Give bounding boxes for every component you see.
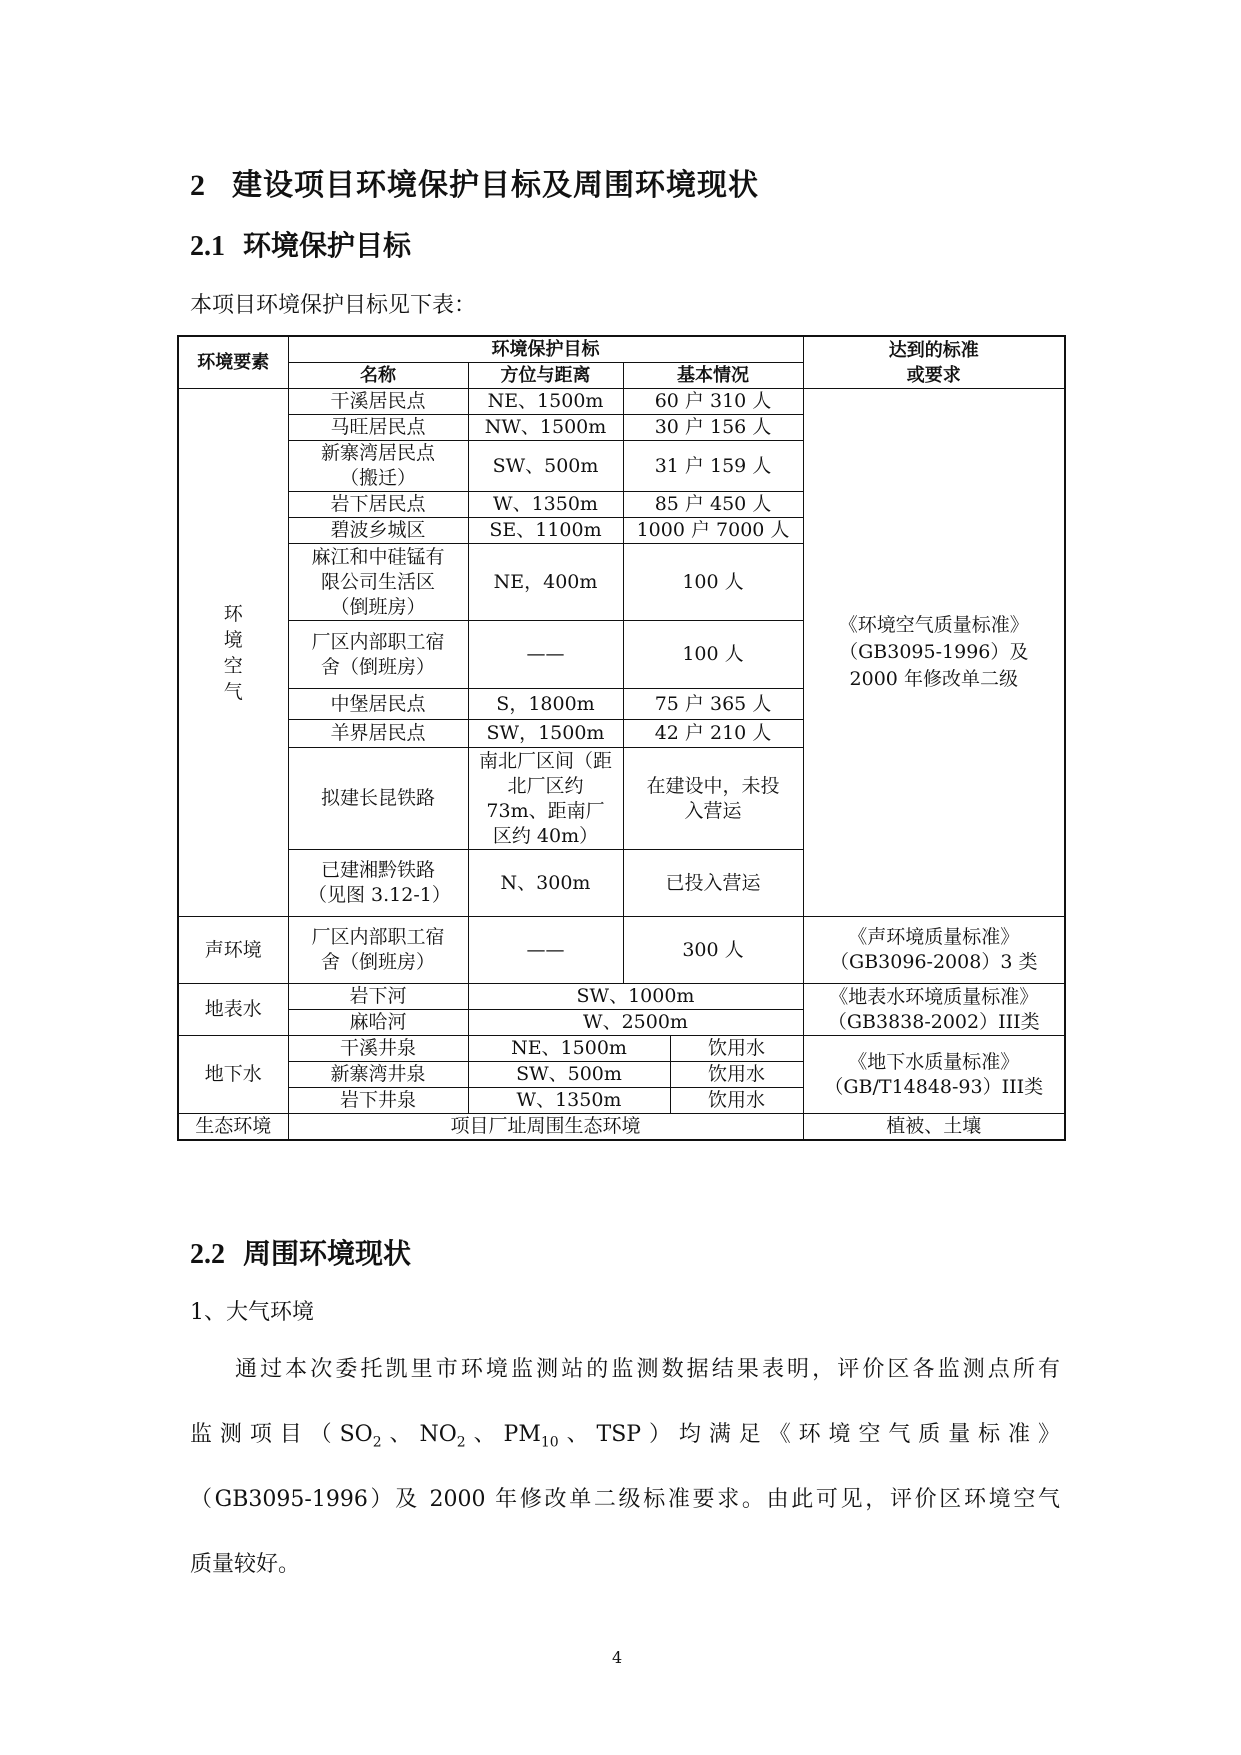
category-groundwater: 地下水 (178, 1036, 288, 1114)
section-number: 2 (190, 169, 206, 202)
table-cell (288, 917, 468, 984)
table-cell: 饮用水 (670, 1088, 803, 1114)
subsection-heading-2-1 (190, 224, 411, 264)
table-cell: 碧波乡城区 (288, 518, 468, 544)
table-cell: —— (468, 621, 623, 689)
category-ecology: 生态环境 (178, 1114, 288, 1141)
header-standard-line2: 或要求 (906, 364, 961, 386)
subsection-number: 2.1 (190, 231, 225, 262)
table-cell: 300 人 (623, 917, 803, 984)
table-cell: 42 户 210 人 (623, 720, 803, 748)
table-cell (623, 748, 803, 850)
standard-ecology: 植被、土壤 (803, 1114, 1065, 1141)
standard-ground-text: 《地下水质量标准》（GB/T14848-93）III类 (824, 1050, 1044, 1098)
table-cell: SW、1000m (468, 984, 803, 1010)
table-cell (288, 441, 468, 492)
table-cell (288, 850, 468, 917)
table-cell: 岩下河 (288, 984, 468, 1010)
cell-text: 麻江和中硅锰有限公司生活区（倒班房） (311, 545, 445, 618)
standard-noise (803, 917, 1065, 984)
table-cell: SE、1100m (468, 518, 623, 544)
header-position: 方位与距离 (468, 363, 623, 389)
table-cell: 岩下井泉 (288, 1088, 468, 1114)
header-name: 名称 (288, 363, 468, 389)
text-run: 监测项目（SO (190, 1422, 373, 1447)
table-cell: NW、1500m (468, 415, 623, 441)
header-standard (803, 336, 1065, 389)
table-cell: SW、500m (468, 441, 623, 492)
table-cell: —— (468, 917, 623, 984)
subsection-title: 环境保护目标 (243, 229, 412, 262)
header-basic: 基本情况 (623, 363, 803, 389)
table-cell: 30 户 156 人 (623, 415, 803, 441)
cell-text: 已建湘黔铁路（见图 3.12-1） (308, 859, 451, 906)
paragraph-line: 质量较好。 (190, 1552, 301, 1577)
table-cell: 100 人 (623, 621, 803, 689)
table-cell: 60 户 310 人 (623, 389, 803, 415)
table-cell: SW，1500m (468, 720, 623, 748)
table-cell: 75 户 365 人 (623, 689, 803, 720)
cell-text: 厂区内部职工宿舍（倒班房） (311, 630, 445, 678)
table-cell: S，1800m (468, 689, 623, 720)
table-cell: 1000 户 7000 人 (623, 518, 803, 544)
table-intro-text: 本项目环境保护目标见下表： (190, 293, 477, 318)
paragraph-line (190, 1420, 1060, 1485)
paragraph-line: （GB3095-1996）及 2000 年修改单二级标准要求。由此可见，评价区环境空气 (190, 1487, 1060, 1512)
table-cell: NE、1500m (468, 389, 623, 415)
page-number: 4 (612, 1648, 623, 1667)
subsection-heading-2-2 (190, 1232, 411, 1272)
table-cell: 100 人 (623, 544, 803, 621)
cell-text: 厂区内部职工宿舍（倒班房） (311, 926, 445, 973)
paragraph-line: 通过本次委托凯里市环境监测站的监测数据结果表明，评价区各监测点所有 (235, 1357, 1060, 1382)
header-element: 环境要素 (178, 336, 288, 389)
table-cell: W、1350m (468, 492, 623, 518)
subsection-title: 周围环境现状 (243, 1237, 412, 1270)
subscript: 2 (372, 1434, 382, 1451)
table-cell: 饮用水 (670, 1062, 803, 1088)
text-run: 、PM (465, 1422, 541, 1447)
table-cell: 中堡居民点 (288, 689, 468, 720)
standard-surface-water (803, 984, 1065, 1036)
section-heading-2 (190, 160, 759, 204)
table-cell: 拟建长昆铁路 (288, 748, 468, 850)
environment-protection-table (177, 335, 1066, 1141)
table-cell: W、1350m (468, 1088, 670, 1114)
table-cell (288, 621, 468, 689)
category-air (178, 389, 288, 917)
table-cell: 饮用水 (670, 1036, 803, 1062)
subscript: 10 (540, 1434, 559, 1451)
subscript: 2 (456, 1434, 466, 1451)
table-cell: 马旺居民点 (288, 415, 468, 441)
cell-text: 新寨湾居民点（搬迁） (320, 442, 435, 489)
text-run: 、TSP）均满足《环境空气质量标准》 (558, 1422, 1060, 1447)
category-surface-water: 地表水 (178, 984, 288, 1036)
table-cell (288, 544, 468, 621)
table-cell: 项目厂址周围生态环境 (288, 1114, 803, 1141)
standard-surface-text: 《地表水环境质量标准》（GB3838-2002）III类 (827, 985, 1040, 1033)
table-cell: N、300m (468, 850, 623, 917)
table-cell: 岩下居民点 (288, 492, 468, 518)
header-target: 环境保护目标 (288, 336, 803, 363)
section-title: 建设项目环境保护目标及周围环境现状 (232, 168, 759, 203)
standard-air-text: 《环境空气质量标准》（GB3095-1996）及 2000 年修改单二级 (838, 614, 1029, 690)
cell-text: 在建设中，未投入营运 (646, 774, 780, 822)
table-cell: W、2500m (468, 1010, 803, 1036)
table-cell (468, 748, 623, 850)
standard-noise-text: 《声环境质量标准》（GB3096-2008）3 类 (830, 926, 1038, 973)
table-cell: 羊界居民点 (288, 720, 468, 748)
table-cell: 干溪井泉 (288, 1036, 468, 1062)
paragraph-air-quality (190, 1355, 1060, 1615)
table-cell: 31 户 159 人 (623, 441, 803, 492)
header-standard-line1: 达到的标准 (888, 339, 979, 361)
table-cell: 已投入营运 (623, 850, 803, 917)
standard-groundwater (803, 1036, 1065, 1114)
subsection-number: 2.2 (190, 1239, 225, 1270)
table-cell: 85 户 450 人 (623, 492, 803, 518)
category-air-label: 环境空气 (223, 602, 243, 703)
subsection-item-air: 1、大气环境 (190, 1300, 314, 1325)
table-cell: SW、500m (468, 1062, 670, 1088)
table-cell: 干溪居民点 (288, 389, 468, 415)
text-run: 、NO (381, 1422, 457, 1447)
table-cell: 新寨湾井泉 (288, 1062, 468, 1088)
table-cell: 麻哈河 (288, 1010, 468, 1036)
table-cell: NE、1500m (468, 1036, 670, 1062)
category-noise: 声环境 (178, 917, 288, 984)
table-cell: NE，400m (468, 544, 623, 621)
cell-text: 南北厂区间（距北厂区约 73m、距南厂区约 40m） (478, 749, 612, 847)
standard-air (803, 389, 1065, 917)
